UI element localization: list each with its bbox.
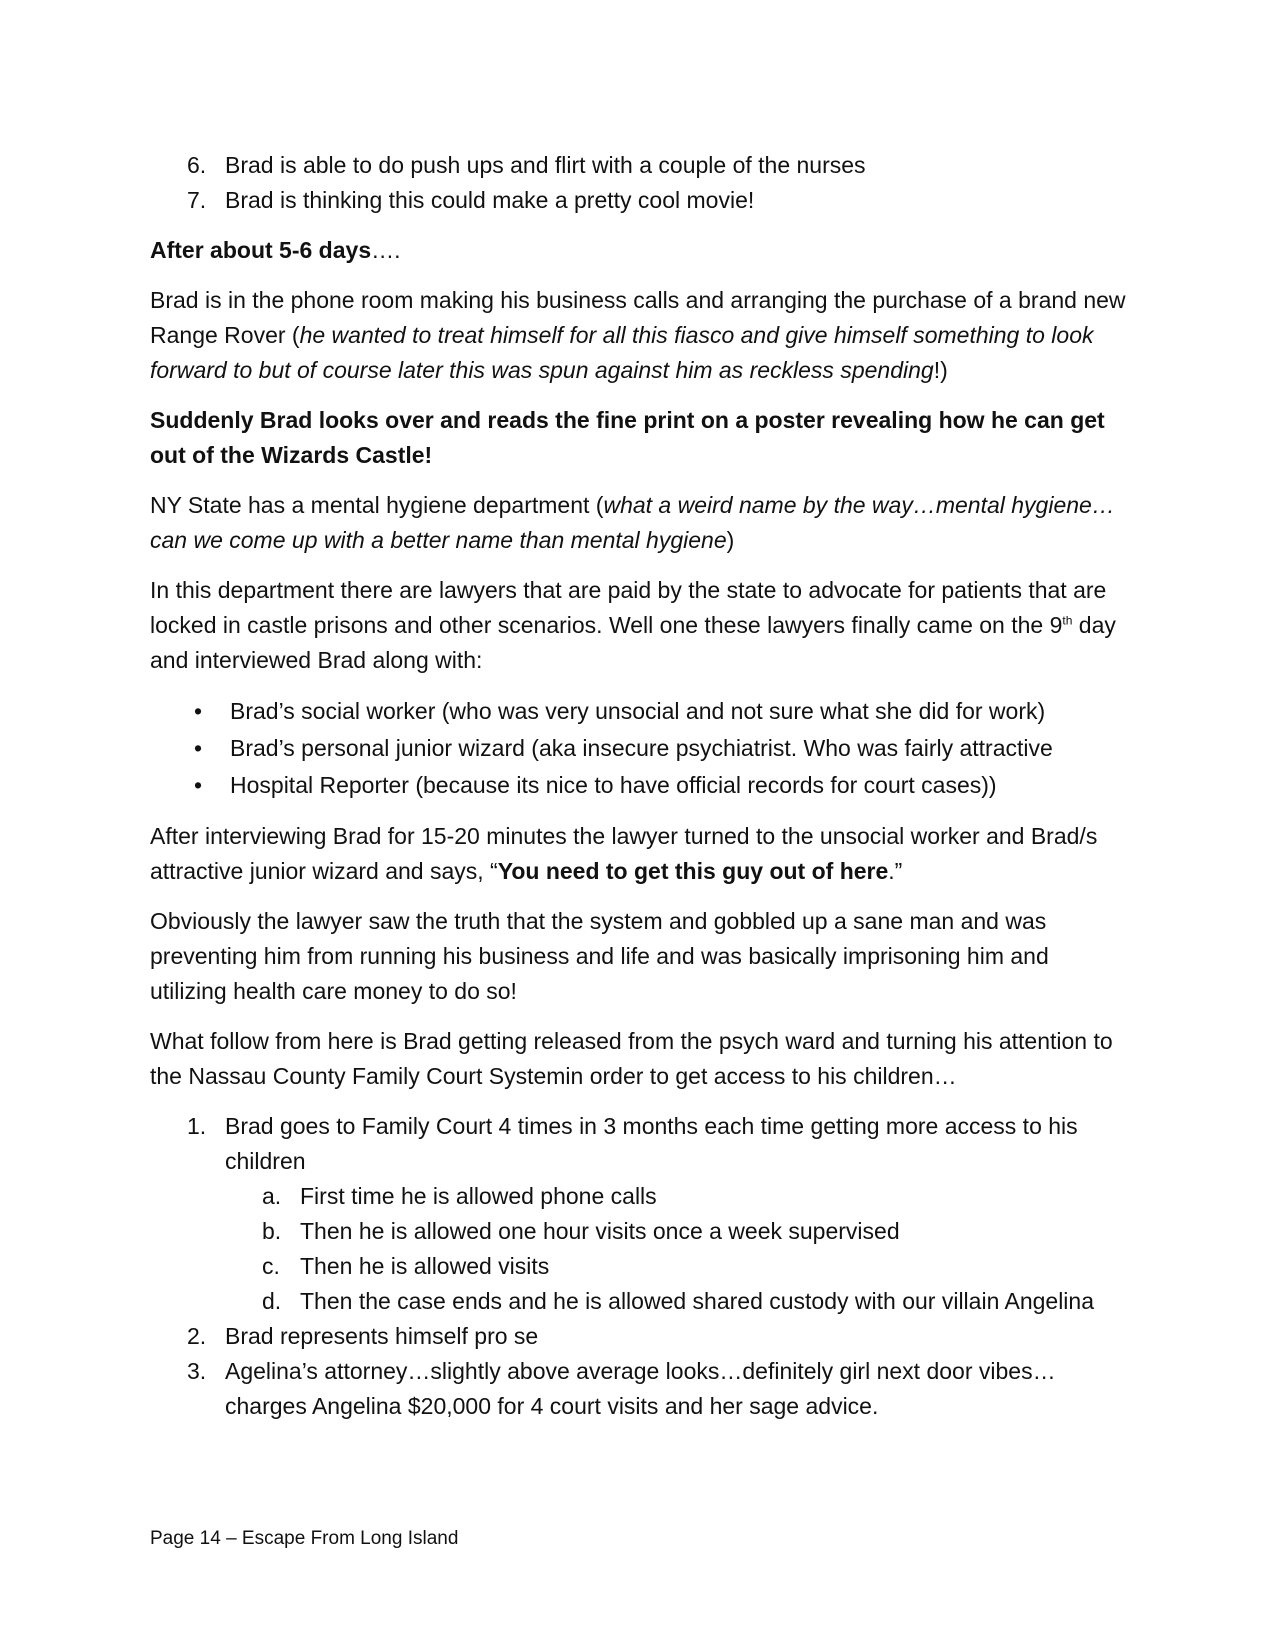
sub-list-letter: c. [262,1253,280,1279]
after-days-rest: …. [371,237,401,263]
bullet-item [150,730,1130,767]
phone-room-post: !) [933,357,948,383]
page-footer: Page 14 – Escape From Long Island [150,1528,459,1549]
bullet-item [150,693,1130,730]
interview-bold: You need to get this guy out of here [497,858,889,884]
ny-state-pre: NY State has a mental hygiene department ( [150,492,604,518]
bullet-item [150,767,1130,804]
sub-list-letter: d. [262,1288,282,1314]
after-days-bold: After about 5-6 days [150,237,372,263]
list-number: 7. [187,187,207,213]
phone-room-paragraph [150,283,1130,388]
sub-list-text: Then he is allowed one hour visits once a week supervised [300,1218,900,1244]
list-text: Brad is able to do push ups and flirt with a couple of the nurses [225,152,866,178]
top-numbered-list [150,148,1130,218]
list-item [150,1354,1130,1424]
bullet-text: Hospital Reporter (because its nice to have official records for court cases)) [230,772,997,798]
bullet-text: Brad’s personal junior wizard (aka insecure psychiatrist. Who was fairly attractive [230,735,1053,761]
bullet-icon: • [194,698,203,724]
document-body [150,148,1130,1424]
sub-list-item [150,1179,1130,1214]
what-follow-paragraph: What follow from here is Brad getting released from the psych ward and turning his attention to the Nassau County Family Court Systemin order to get access to his children… [150,1028,1113,1089]
sub-list-letter: a. [262,1183,282,1209]
list-text: Brad goes to Family Court 4 times in 3 months each time getting more access to his children [225,1113,1078,1174]
sub-list-text: Then he is allowed visits [300,1253,550,1279]
department-post: day and interviewed Brad along with: [150,612,1116,673]
sub-list-item [150,1284,1130,1319]
ny-state-post: ) [726,527,735,553]
ny-state-paragraph [150,488,1130,558]
list-text: Agelina’s attorney…slightly above average looks…definitely girl next door vibes…charges Angelina $20,000 for 4 court visits and her sage advice. [225,1358,1056,1419]
sub-list-text: Then the case ends and he is allowed shared custody with our villain Angelina [300,1288,1094,1314]
phone-room-pre: Brad is in the phone room making his business calls and arranging the purchase of a brand new Range Rover ( [150,287,1126,348]
bullet-text: Brad’s social worker (who was very unsocial and not sure what she did for work) [230,698,1046,724]
after-days-paragraph [150,233,1130,268]
list-item [150,148,1130,183]
list-item [150,183,1130,218]
list-text: Brad is thinking this could make a pretty cool movie! [225,187,755,213]
phone-room-italic: he wanted to treat himself for all this fiasco and give himself something to look forward to but of course later this was spun against him as reckless spending [150,322,1094,383]
list-number: 3. [187,1358,207,1384]
bullet-list [150,693,1130,804]
list-number: 2. [187,1323,207,1349]
suddenly-paragraph [150,403,1130,473]
interview-post: .” [888,858,903,884]
suddenly-bold: Suddenly Brad looks over and reads the fine print on a poster revealing how he can get out of the Wizards Castle! [150,407,1105,468]
court-numbered-list [150,1109,1130,1424]
bullet-icon: • [194,735,203,761]
list-text: Brad represents himself pro se [225,1323,539,1349]
list-item [150,1319,1130,1354]
sub-list-text: First time he is allowed phone calls [300,1183,657,1209]
sub-list-item [150,1249,1130,1284]
obviously-paragraph: Obviously the lawyer saw the truth that the system and gobbled up a sane man and was preventing him from running his business and life and was basically imprisoning him and utilizing health care money to do so! [150,908,1049,1004]
department-pre: In this department there are lawyers that are paid by the state to advocate for patients that are locked in castle prisons and other scenarios. Well one these lawyers finally came on the 9 [150,577,1107,638]
sub-list-letter: b. [262,1218,282,1244]
interview-paragraph [150,819,1130,889]
list-number: 1. [187,1113,207,1139]
department-paragraph [150,573,1130,678]
ny-state-italic: what a weird name by the way…mental hygiene…can we come up with a better name than mental hygiene [150,492,1115,553]
list-number: 6. [187,152,207,178]
list-item [150,1109,1130,1179]
bullet-icon: • [194,772,203,798]
interview-pre: After interviewing Brad for 15-20 minutes the lawyer turned to the unsocial worker and Brad/s attractive junior wizard and says, “ [150,823,1098,884]
sub-list-item [150,1214,1130,1249]
department-sup: th [1062,613,1073,628]
